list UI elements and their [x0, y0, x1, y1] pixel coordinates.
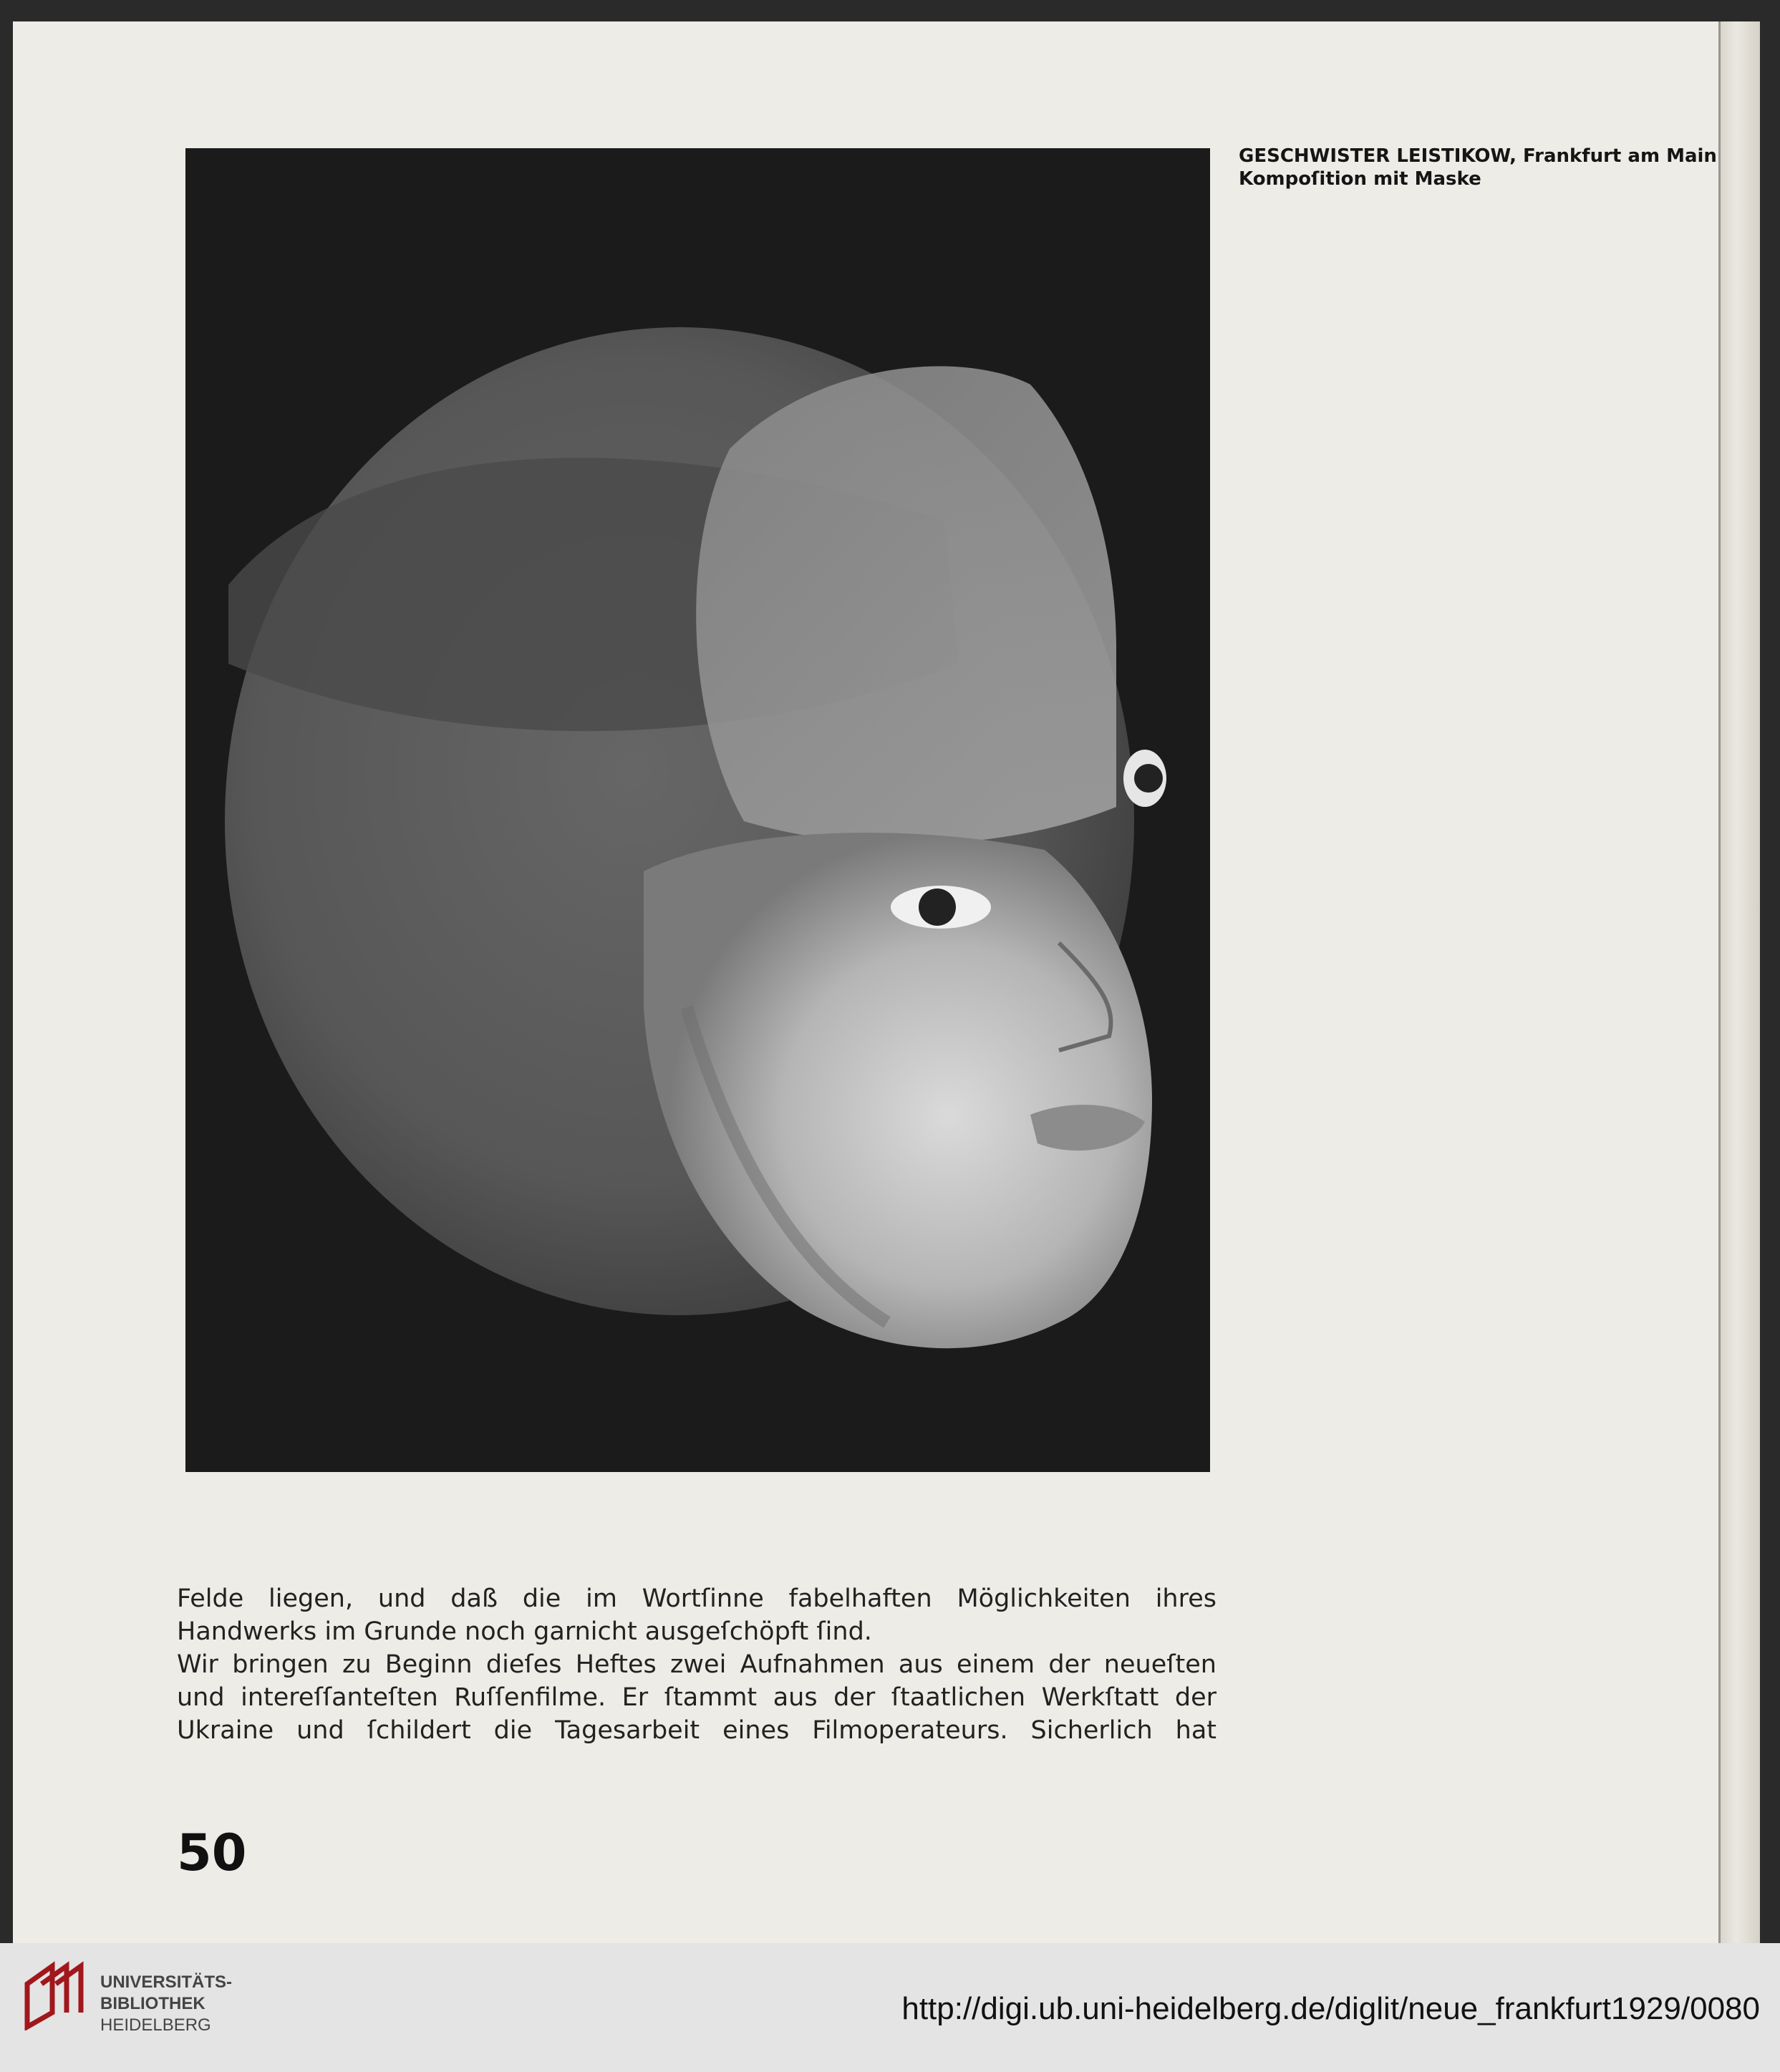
library-name-line2: BIBLIOTHEK: [100, 1994, 205, 2013]
library-name-line3: HEIDELBERG: [100, 2015, 211, 2035]
scanned-page: [13, 21, 1760, 1943]
page-edge: [1718, 21, 1760, 1943]
library-logo-icon: [20, 1959, 92, 2030]
body-line: Felde liegen, und daß die im Wortſinne fabelhaften Möglichkeiten ihres: [177, 1584, 1217, 1613]
caption-artist: GESCHWISTER LEISTIKOW, Frankfurt am Main: [1239, 145, 1717, 167]
permalink-url[interactable]: http://digi.ub.uni-heidelberg.de/diglit/neue_frankfurt1929/0080: [901, 1991, 1760, 2026]
library-name-line1: UNIVERSITÄTS-: [100, 1972, 233, 1992]
library-name: [100, 1972, 232, 2036]
body-line: Wir bringen zu Beginn dieſes Heftes zwei Aufnahmen aus einem der neueſten: [177, 1650, 1217, 1679]
photograph-mask-composition: [185, 148, 1210, 1472]
body-line: Handwerks im Grunde noch garnicht ausgeſchöpft ſind.: [177, 1617, 872, 1646]
photo-caption: [1239, 145, 1740, 190]
digitization-footer: [0, 1943, 1780, 2072]
page-number: 50: [177, 1824, 247, 1882]
body-line: und intereſſanteſten Ruſſenfilme. Er ſtammt aus der ſtaatlichen Werkſtatt der: [177, 1683, 1217, 1712]
body-paragraph: [177, 1582, 1217, 1747]
mask-illustration: [185, 148, 1210, 1472]
caption-title: Kompoſition mit Maske: [1239, 168, 1481, 190]
body-line: Ukraine und ſchildert die Tagesarbeit eines Filmoperateurs. Sicherlich hat: [177, 1716, 1217, 1745]
